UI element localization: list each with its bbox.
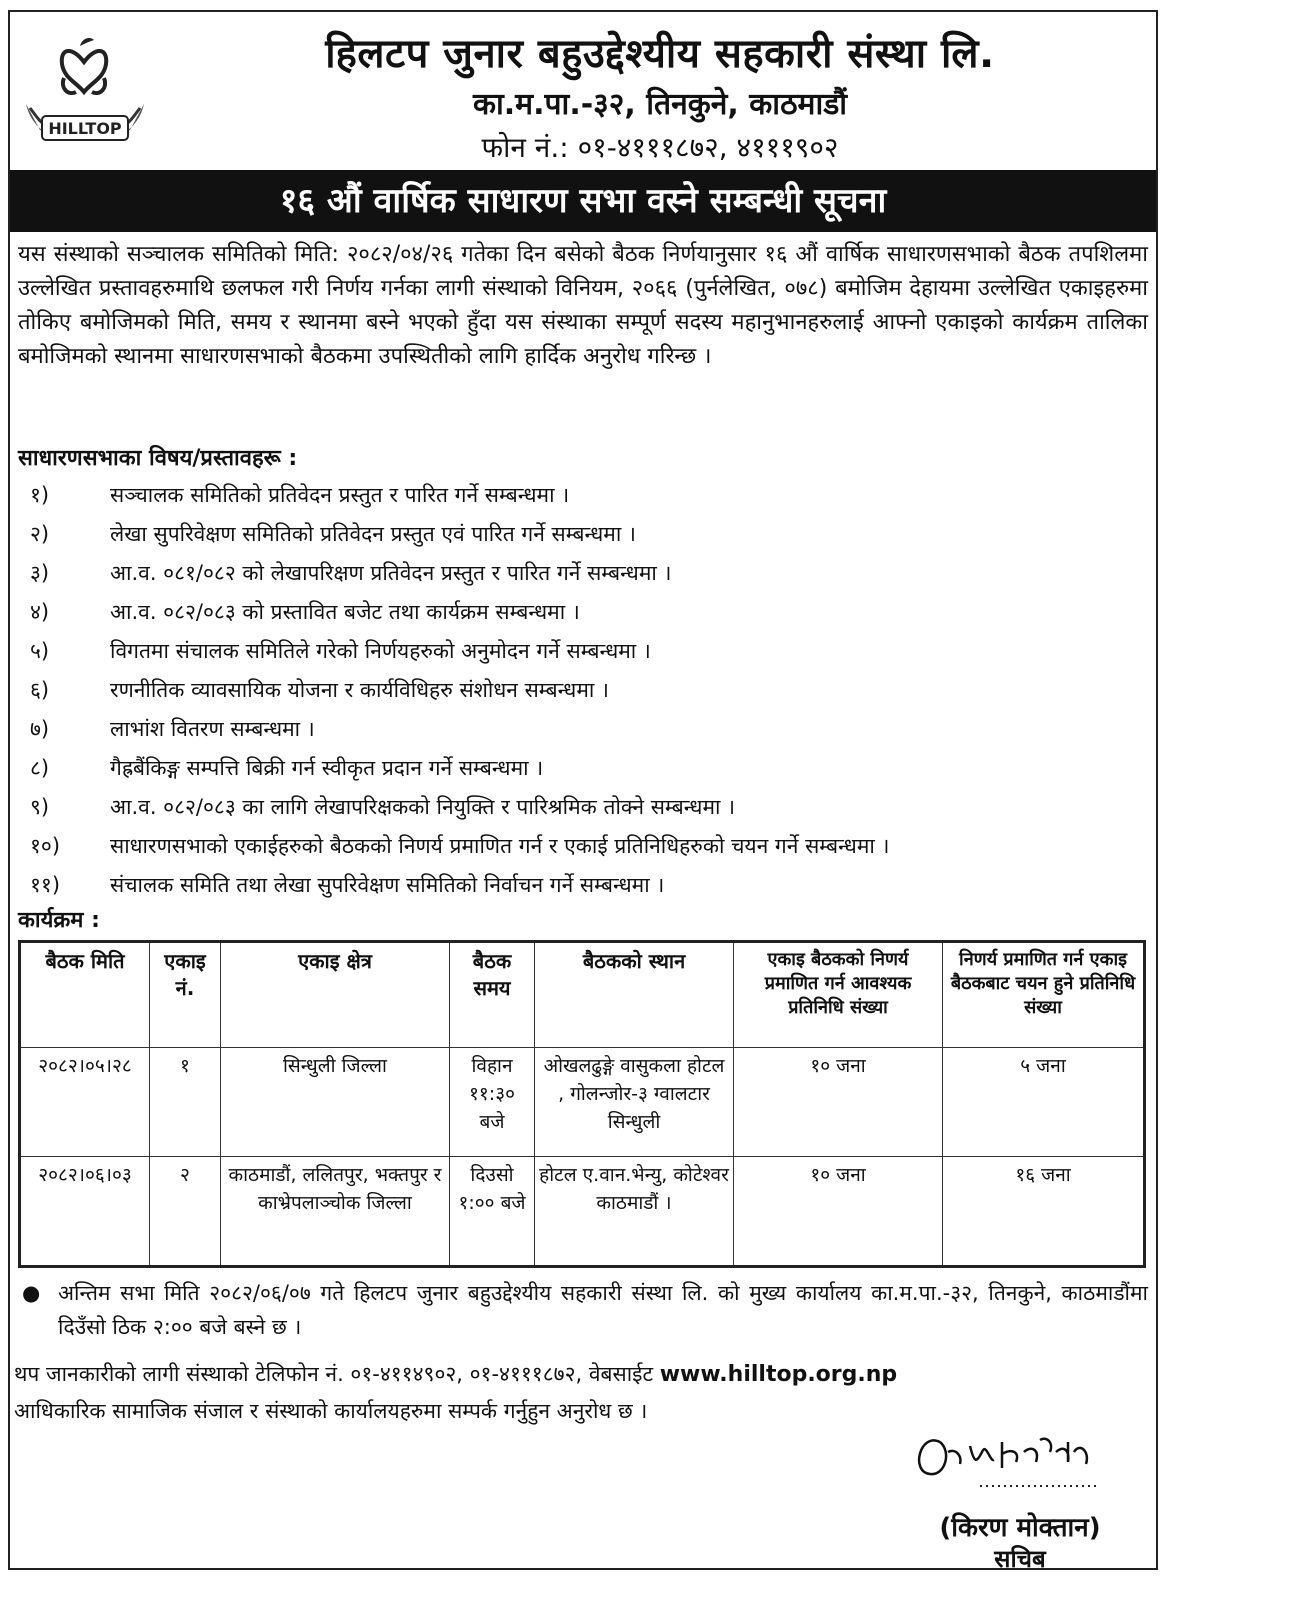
agenda-text: सञ्चालक समितिको प्रतिवेदन प्रस्तुत र पारित गर्ने सम्बन्धमा ।: [110, 483, 570, 507]
org-name: हिलटप जुनार बहुउद्देश्यीय सहकारी संस्था लि.: [325, 31, 995, 77]
table-row: [20, 1048, 1145, 1157]
cell-venue: होटल ए.वान.भेन्यु, कोटेश्वर काठमाडौं ।: [535, 1157, 734, 1267]
letterhead: [10, 12, 1156, 172]
agenda-num: ८): [30, 756, 50, 780]
agenda-list: [30, 480, 1150, 909]
notice-frame: [8, 10, 1158, 1573]
list-item: [30, 831, 1150, 870]
logo-text: HILLTOP: [48, 119, 122, 138]
final-meeting-note: [18, 1276, 1148, 1344]
final-note-text: अन्तिम सभा मिति २०८२/०६/०७ गते हिलटप जुनार बहुउद्देश्यीय सहकारी संस्था लि. को मुख्य कार्यालय का.म.पा.-३२, तिनकुने, काठमाडौंमा दिउँसो ठिक २:०० बजे बस्ने छ ।: [58, 1281, 1148, 1339]
agenda-text: लेखा सुपरिवेक्षण समितिको प्रतिवेदन प्रस्तुत एवं पारित गर्ने सम्बन्धमा ।: [110, 522, 636, 546]
cell-venue: ओखलढुङ्गे वासुकला होटल , गोलन्जोर-३ ग्वालटार सिन्धुली: [535, 1048, 734, 1157]
org-address: का.म.पा.-३२, तिनकुने, काठमाडौं: [472, 87, 848, 122]
agenda-num: ९): [30, 795, 50, 819]
cell-time: दिउसो १:०० बजे: [450, 1157, 535, 1267]
col-header: निणर्य प्रमाणित गर्न एकाइ बैठकबाट चयन हुने प्रतिनिधि संख्या: [943, 942, 1145, 1048]
agenda-num: ५): [30, 639, 50, 663]
col-header: एकाइ नं.: [150, 942, 221, 1048]
cell-date: २०८२।०५।२८: [20, 1048, 150, 1157]
cell-unit-no: २: [150, 1157, 221, 1267]
list-item: [30, 597, 1150, 636]
col-header: बैठकको स्थान: [535, 942, 734, 1048]
table-header-row: [20, 942, 1145, 1048]
cell-date: २०८२।०६।०३: [20, 1157, 150, 1267]
signatory-name: (किरण मोक्तान): [939, 1513, 1101, 1543]
bullet-icon: ●: [22, 1281, 41, 1305]
list-item: [30, 753, 1150, 792]
agenda-num: ६): [30, 678, 50, 702]
list-item: [30, 636, 1150, 675]
list-item: [30, 519, 1150, 558]
agenda-text: गैह्रबैंकिङ्ग सम्पत्ति बिक्री गर्न स्वीकृत प्रदान गर्ने सम्बन्धमा ।: [110, 756, 544, 780]
website-link[interactable]: www.hilltop.org.np: [659, 1362, 898, 1387]
agenda-text: लाभांश वितरण सम्बन्धमा ।: [110, 717, 315, 741]
cell-required-reps: १० जना: [734, 1157, 943, 1267]
list-item: [30, 714, 1150, 753]
cell-selected-reps: ५ जना: [943, 1048, 1145, 1157]
col-header: बैठक मिति: [20, 942, 150, 1048]
agenda-num: २): [30, 522, 50, 546]
agenda-text: आ.व. ०८२/०८३ का लागि लेखापरिक्षकको नियुक्ति र पारिश्रमिक तोक्ने सम्बन्धमा ।: [110, 795, 736, 819]
agenda-num: ३): [30, 561, 50, 585]
agenda-num: १०): [30, 834, 61, 858]
intro-paragraph: यस संस्थाको सञ्चालक समितिको मिति: २०८२/०४/२६ गतेका दिन बसेको बैठक निर्णयानुसार १६ औं वार्षिक साधारणसभाको बैठक तपशिलमा उल्लेखित प्रस्तावहरुमाथि छलफल गरी निर्णय गर्नका लागी संस्थाको विनियम, २०६६ (पुर्नलेखित, ०७८) बमोजिम देहायमा उल्लेखित एकाइहरुमा तोकिए बमोजिमको मिति, समय र स्थानमा बस्ने भएको हुँदा यस संस्थाका सम्पूर्ण सदस्य महानुभानहरुलाई आफ्नो एकाइको कार्यक्रम तालिका बमोजिमको स्थानमा साधारणसभाको बैठकमा उपस्थितीको लागि हार्दिक अनुरोध गरिन्छ ।: [18, 242, 1148, 369]
agenda-text: साधारणसभाको एकाईहरुको बैठकको निणर्य प्रमाणित गर्न र एकाई प्रतिनिधिहरुको चयन गर्ने सम्बन्धमा ।: [110, 834, 890, 858]
signature-block: [890, 1412, 1150, 1572]
agenda-text: आ.व. ०८२/०८३ को प्रस्तावित बजेट तथा कार्यक्रम सम्बन्धमा ।: [110, 600, 580, 624]
agenda-num: १): [30, 483, 50, 507]
agenda-text: संचालक समिति तथा लेखा सुपरिवेक्षण समितिको निर्वाचन गर्ने सम्बन्धमा ।: [110, 873, 665, 897]
contact-text-2: आधिकारिक सामाजिक संजाल र संस्थाको कार्यालयहरुमा सम्पर्क गर्नुहुन अनुरोध छ ।: [14, 1399, 648, 1423]
cell-required-reps: १० जना: [734, 1048, 943, 1157]
contact-text: थप जानकारीको लागी संस्थाको टेलिफोन नं. ०१-४११४९०२, ०१-४१११८७२, वेबसाईट: [14, 1362, 654, 1386]
cell-selected-reps: १६ जना: [943, 1157, 1145, 1267]
col-header: एकाइ क्षेत्र: [221, 942, 450, 1048]
col-header: बैठक समय: [450, 942, 535, 1048]
notice-title: १६ औं वार्षिक साधारण सभा वस्ने सम्बन्धी सूचना: [10, 170, 1156, 232]
agenda-heading: साधारणसभाका विषय/प्रस्तावहरू :: [18, 446, 298, 471]
cell-area: सिन्धुली जिल्ला: [221, 1048, 450, 1157]
list-item: [30, 480, 1150, 519]
agenda-text: रणनीतिक व्यावसायिक योजना र कार्यविधिहरु संशोधन सम्बन्धमा ।: [110, 678, 609, 702]
cell-time: विहान ११:३० बजे: [450, 1048, 535, 1157]
schedule-table: [18, 940, 1146, 1268]
hilltop-logo: [20, 34, 150, 154]
handwritten-signature: [890, 1412, 1150, 1502]
agenda-text: आ.व. ०८१/०८२ को लेखापरिक्षण प्रतिवेदन प्रस्तुत र पारित गर्ने सम्बन्धमा ।: [110, 561, 672, 585]
agenda-text: विगतमा संचालक समितिले गरेको निर्णयहरुको अनुमोदन गर्ने सम्बन्धमा ।: [110, 639, 651, 663]
agenda-num: ११): [30, 873, 61, 897]
program-heading: कार्यक्रम :: [18, 908, 100, 933]
agenda-num: ७): [30, 717, 50, 741]
table-row: [20, 1157, 1145, 1267]
agenda-num: ४): [30, 600, 50, 624]
col-header: एकाइ बैठकको निणर्य प्रमाणित गर्न आवश्यक प्रतिनिधि संख्या: [734, 942, 943, 1048]
signatory-title: सचिब: [994, 1545, 1046, 1573]
org-phone: फोन नं.: ०१-४१११८७२, ४१११९०२: [481, 131, 839, 164]
list-item: [30, 675, 1150, 714]
list-item: [30, 792, 1150, 831]
list-item: [30, 558, 1150, 597]
cell-unit-no: १: [150, 1048, 221, 1157]
list-item: [30, 870, 1150, 909]
cell-area: काठमाडौं, ललितपुर, भक्तपुर र काभ्रेपलाञ्चोक जिल्ला: [221, 1157, 450, 1267]
